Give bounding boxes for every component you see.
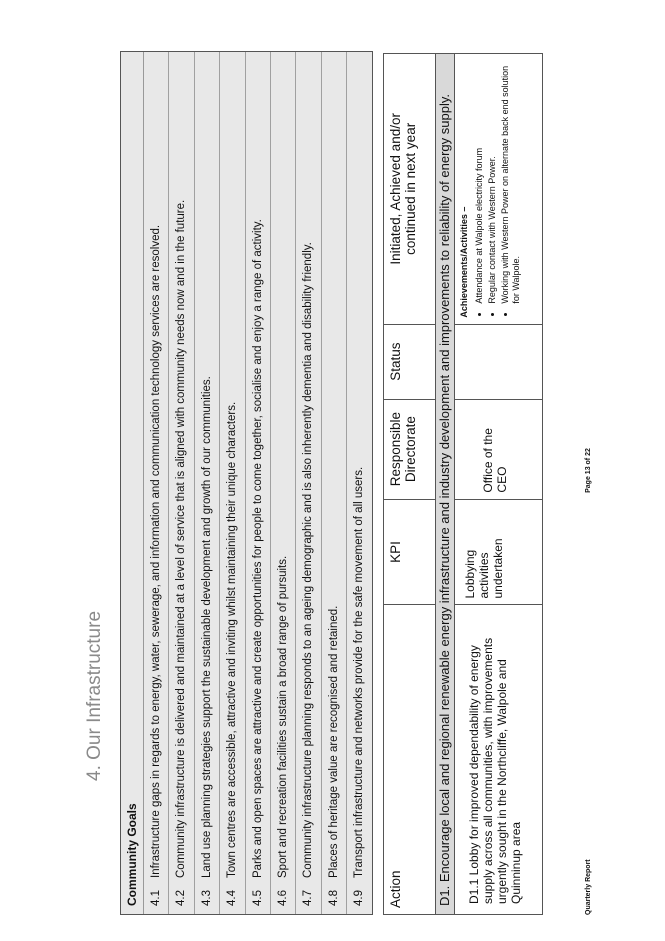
goal-number: 4.9 bbox=[353, 890, 366, 906]
header-action: Action bbox=[384, 605, 436, 915]
section-title: 4. Our Infrastructure bbox=[84, 610, 105, 781]
header-status: Status bbox=[384, 324, 436, 399]
community-goals-table bbox=[120, 51, 373, 915]
action-text: D1.1 Lobby for improved dependability of energy supply across all communities, with improvements urgently sought in the Northcliffe, Walpole and Quinninup area bbox=[455, 605, 543, 915]
goal-number: 4.7 bbox=[302, 890, 315, 906]
action-band-row bbox=[436, 54, 455, 915]
action-row bbox=[455, 54, 543, 915]
goal-row bbox=[220, 52, 245, 914]
achievement-item: • Working with Western Power on alternate back end solution for Walpole. bbox=[500, 60, 522, 304]
directorate-line1: Office of the bbox=[481, 428, 495, 493]
goal-row bbox=[296, 52, 321, 914]
header-notes-line2: continued in next year bbox=[403, 122, 418, 255]
goal-number: 4.6 bbox=[276, 890, 289, 906]
goal-row bbox=[246, 52, 271, 914]
goal-text: Community infrastructure is delivered and maintained at a level of service that is aligned with community needs now and in the future. bbox=[175, 199, 188, 878]
goal-text: Land use planning strategies support the sustainable development and growth of our communities. bbox=[200, 376, 213, 878]
goal-text: Sport and recreation facilities sustain a broad range of pursuits. bbox=[276, 555, 289, 878]
goal-number: 4.3 bbox=[200, 890, 213, 906]
goal-row bbox=[195, 52, 220, 914]
goal-text: Community infrastructure planning responds to an ageing demographic and is also inherently dementia and disability friendly. bbox=[302, 242, 315, 878]
header-directorate bbox=[384, 399, 436, 499]
directorate-cell bbox=[455, 399, 543, 499]
goal-text: Parks and open spaces are attractive and create opportunities for people to come together, socialise and enjoy a range of activity. bbox=[251, 219, 264, 878]
goal-number: 4.2 bbox=[175, 890, 188, 906]
goal-number: 4.5 bbox=[251, 890, 264, 906]
goal-row bbox=[347, 52, 371, 914]
achievements-list bbox=[474, 60, 522, 318]
kpi-line2: activities bbox=[477, 552, 491, 599]
goal-number: 4.4 bbox=[226, 890, 239, 906]
action-table-header bbox=[384, 54, 436, 915]
header-directorate-line2: Directorate bbox=[403, 416, 418, 483]
achievements-cell bbox=[455, 54, 543, 325]
header-notes-line1: Initiated, Achieved and/or bbox=[388, 113, 403, 265]
achievement-item: • Attendance at Walpole electricity forum bbox=[474, 60, 485, 304]
goal-row bbox=[144, 52, 169, 914]
goal-row bbox=[169, 52, 194, 914]
goal-text: Transport infrastructure and networks provide for the safe movement of all users. bbox=[353, 466, 366, 878]
achievement-item: • Regular contact with Western Power. bbox=[487, 60, 498, 304]
goal-text: Town centres are accessible, attractive and inviting whilst maintaining their unique characters. bbox=[226, 401, 239, 878]
footer-page-number: Page 13 of 22 bbox=[585, 448, 592, 493]
action-band: D1. Encourage local and regional renewable energy infrastructure and industry development and improvements to reliability of energy supply. bbox=[436, 54, 455, 915]
goal-row bbox=[322, 52, 347, 914]
kpi-line1: Lobbying bbox=[463, 549, 477, 599]
directorate-line2: CEO bbox=[495, 466, 509, 493]
footer-report-name: Quarterly Report bbox=[585, 859, 592, 915]
goal-row bbox=[271, 52, 296, 914]
kpi-line3: undertaken bbox=[491, 538, 505, 599]
goal-text: Places of heritage value are recognised and retained. bbox=[327, 605, 340, 878]
action-table bbox=[383, 53, 543, 915]
goal-number: 4.1 bbox=[150, 890, 162, 906]
goal-number: 4.8 bbox=[327, 890, 340, 906]
goal-text: Infrastructure gaps in regards to energy, water, sewerage, and information and communication technology services are resolved. bbox=[150, 224, 162, 878]
community-goals-heading: Community Goals bbox=[121, 52, 144, 914]
kpi-cell bbox=[455, 499, 543, 605]
header-notes bbox=[384, 54, 436, 325]
status-cell bbox=[455, 324, 543, 399]
achievements-title: Achievements/Activities – bbox=[459, 206, 469, 318]
header-kpi: KPI bbox=[384, 499, 436, 605]
header-directorate-line1: Responsible bbox=[388, 411, 403, 487]
